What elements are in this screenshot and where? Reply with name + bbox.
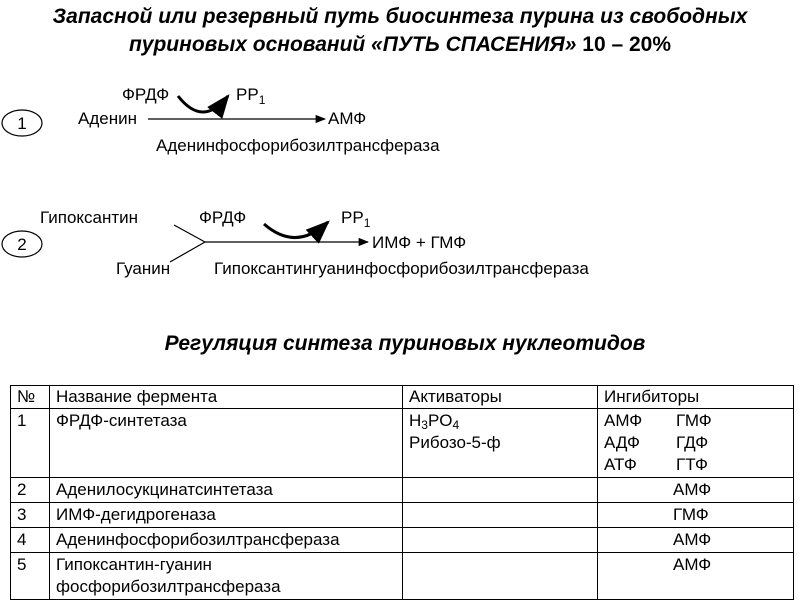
table-row [11, 409, 794, 478]
row-enzyme-name-line-1: Гипоксантин-гуанин [56, 555, 212, 574]
table-row [11, 478, 794, 503]
header-activators: Активаторы [403, 386, 598, 409]
row-activators [403, 409, 598, 478]
activator-h: H [409, 411, 422, 430]
pathway-1-enzyme: Аденинфосфорибозилтрансфераза [156, 136, 440, 155]
pathway-2-substrate-hypoxanthine: Гипоксантин [40, 208, 139, 227]
row-number: 5 [11, 553, 50, 600]
pathway-2-enzyme: Гипоксантингуанинфосфорибозилтрансфераза [214, 259, 589, 278]
pathway-2-byproduct [341, 208, 371, 230]
inhibitor-item: ГМФ [676, 411, 712, 430]
table-row [11, 528, 794, 553]
activator-h-subscript: 3 [421, 418, 428, 432]
pathway-1-substrate: Аденин [78, 109, 137, 128]
row-number: 4 [11, 528, 50, 553]
inhibitor-grid [604, 410, 787, 476]
row-enzyme-name-line-2: фосфорибозилтрансфераза [56, 577, 281, 596]
pathway-2-branch-bottom [170, 242, 205, 262]
pathway-1-cofactor-arrow [178, 96, 228, 112]
row-activators [403, 528, 598, 553]
row-activators [403, 503, 598, 528]
regulation-table [10, 385, 794, 600]
pathway-2-branch-top [174, 225, 205, 242]
page-title-line-2-text: пуриновых оснований «ПУТЬ СПАСЕНИЯ» [128, 33, 577, 56]
row-inhibitors [598, 528, 794, 553]
row-enzyme-name: Аденилосукцинатсинтетаза [50, 478, 403, 503]
table-row [11, 503, 794, 528]
row-enzyme-name: Аденинфосфорибозилтрансфераза [50, 528, 403, 553]
inhibitor-item: АТФ [604, 455, 637, 474]
pathway-2-cofactor: ФРДФ [199, 208, 247, 227]
row-enzyme-name: ИМФ-дегидрогеназа [50, 503, 403, 528]
inhibitor-item: АМФ [673, 530, 712, 549]
row-inhibitors [598, 478, 794, 503]
pathway-1-byproduct-subscript: 1 [258, 93, 266, 107]
row-number: 3 [11, 503, 50, 528]
inhibitor-item: АМФ [604, 411, 643, 430]
pathway-1-byproduct-base: PP [236, 85, 259, 104]
table-header-row [11, 386, 794, 409]
row-inhibitors [598, 409, 794, 478]
pathway-2-byproduct-subscript: 1 [363, 216, 371, 230]
row-number: 2 [11, 478, 50, 503]
header-enzyme-name: Название фермента [50, 386, 403, 409]
pathway-2-product: ИМФ + ГМФ [372, 233, 467, 252]
regulation-section-title: Регуляция синтеза пуриновых нуклеотидов [164, 332, 646, 355]
row-number: 1 [11, 409, 50, 478]
row-enzyme-name [50, 553, 403, 600]
pathway-2-substrate-guanine: Гуанин [116, 259, 171, 278]
page-title-line-1: Запасной или резервный путь биосинтеза пурина из свободных [52, 5, 748, 28]
row-enzyme-name: ФРДФ-синтетаза [50, 409, 403, 478]
salvage-pathway-diagram [0, 0, 800, 300]
pathway-2-cofactor-arrow [264, 222, 328, 238]
activator-ribose-5-p: Рибозо-5-ф [409, 433, 501, 452]
row-activators [403, 553, 598, 600]
inhibitor-item: АДФ [604, 433, 640, 452]
inhibitor-item: АМФ [673, 480, 712, 499]
activator-po: PO [427, 411, 453, 430]
inhibitor-item: ГМФ [673, 505, 709, 524]
inhibitor-item: ГДФ [676, 433, 709, 452]
page-title-percent: 10 – 20% [582, 33, 672, 56]
row-activators [403, 478, 598, 503]
row-inhibitors [598, 503, 794, 528]
header-number: № [11, 386, 50, 409]
row-inhibitors [598, 553, 794, 600]
pathway-1-cofactor: ФРДФ [122, 85, 170, 104]
pathway-2-number: 2 [17, 235, 27, 254]
pathway-2-byproduct-base: PP [341, 208, 364, 227]
inhibitor-item: ГТФ [676, 455, 708, 474]
table-row [11, 553, 794, 600]
inhibitor-item: АМФ [673, 555, 712, 574]
activator-phosphoric-acid [409, 410, 591, 432]
pathway-1-byproduct [236, 85, 266, 107]
activator-po-subscript: 4 [452, 418, 460, 432]
pathway-1-product: АМФ [328, 109, 367, 128]
header-inhibitors: Ингибиторы [598, 386, 794, 409]
pathway-1-number: 1 [17, 114, 27, 133]
